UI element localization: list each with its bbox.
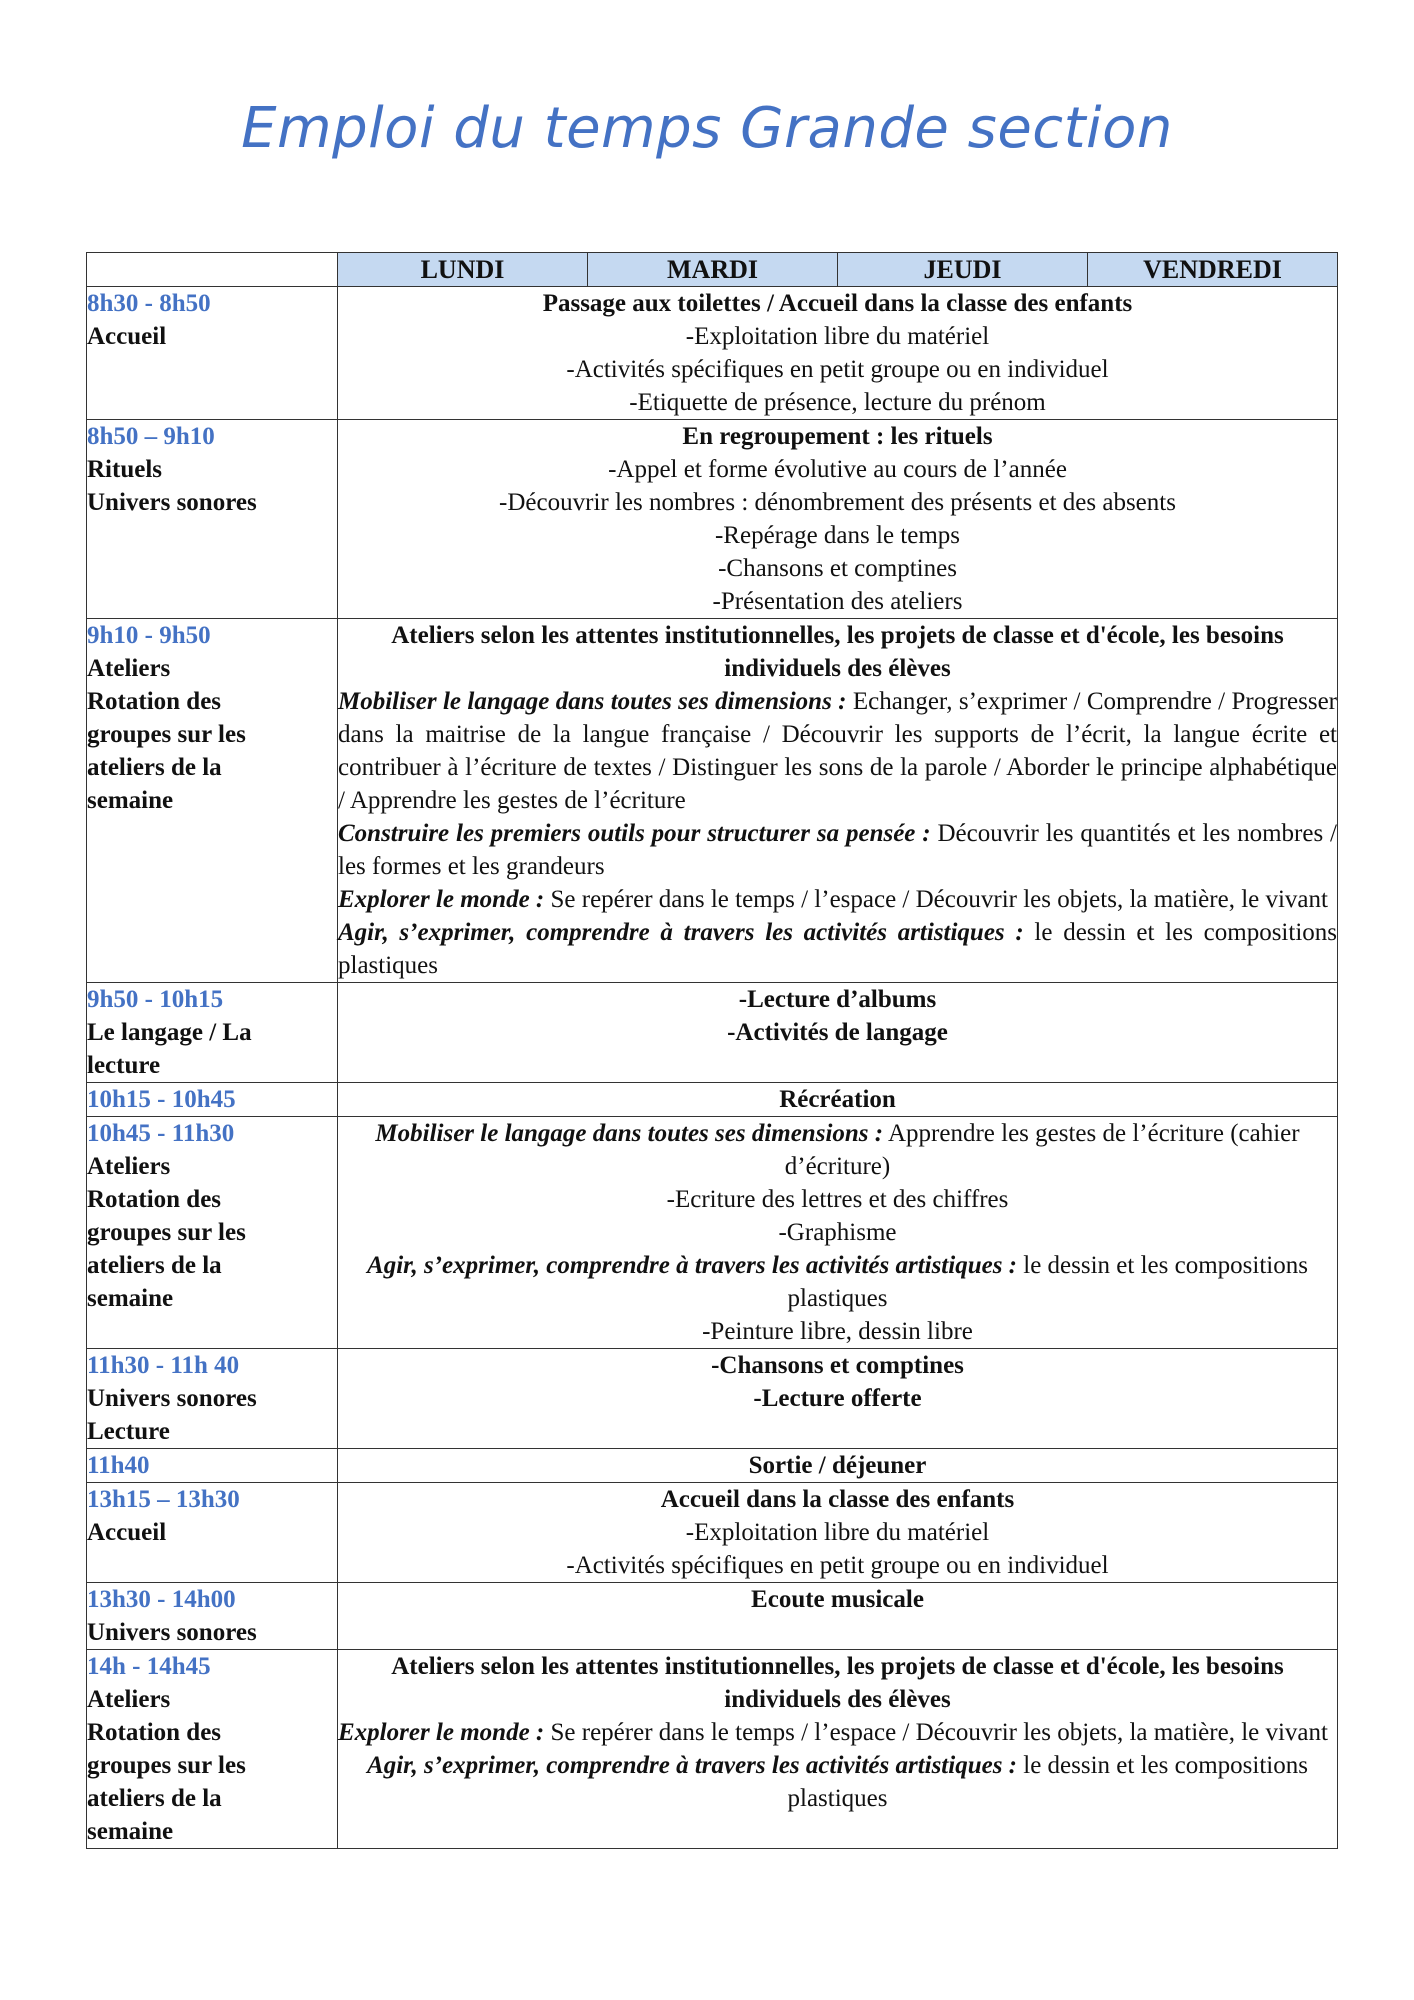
activity-heading: Ecoute musicale: [751, 1586, 924, 1613]
activity-line: -Repérage dans le temps: [714, 522, 961, 549]
day-header-lundi: LUNDI: [338, 253, 588, 287]
slot-label: Rotation des: [87, 1186, 222, 1213]
activity-line: -Etiquette de présence, lecture du prénom: [629, 389, 1046, 416]
domain-title: Agir, s’exprimer, comprendre à travers les activités artistiques :: [367, 1252, 1018, 1279]
domain-title: Agir, s’exprimer, comprendre à travers les activités artistiques :: [338, 919, 1024, 946]
time-slot: 13h30 - 14h00: [87, 1586, 236, 1613]
time-cell: [87, 619, 338, 983]
table-row: [87, 1483, 1338, 1583]
time-cell: [87, 420, 338, 619]
activity-cell: [338, 983, 1338, 1083]
activity-line: -Exploitation libre du matériel: [685, 323, 990, 350]
slot-label: Univers sonores: [87, 1619, 257, 1646]
slot-label: semaine: [87, 787, 174, 814]
activity-cell: [338, 1117, 1338, 1349]
table-row: [87, 1349, 1338, 1449]
activity-cell: [338, 420, 1338, 619]
table-row: [87, 619, 1338, 983]
activity-heading: Récréation: [779, 1086, 896, 1113]
domain-text: le dessin et les compositions plastiques: [338, 919, 1337, 979]
time-slot: 14h - 14h45: [87, 1653, 211, 1680]
activity-line: -Activités spécifiques en petit groupe ou en individuel: [566, 1552, 1109, 1579]
slot-label: semaine: [87, 1818, 174, 1845]
time-slot: 9h10 - 9h50: [87, 622, 211, 649]
domain-paragraph: [338, 685, 1337, 817]
table-row: [87, 1650, 1338, 1849]
activity-line: -Exploitation libre du matériel: [685, 1519, 990, 1546]
domain-paragraph: [338, 1716, 1337, 1749]
header-corner-cell: [87, 253, 338, 287]
activity-cell: [338, 1083, 1338, 1117]
table-row: [87, 983, 1338, 1083]
activity-heading: Ateliers selon les attentes institutionnelles, les projets de classe et d'école, les besoins individuels des élèves: [391, 1653, 1284, 1713]
slot-label: Ateliers: [87, 655, 171, 682]
slot-label: groupes sur les: [87, 1219, 246, 1246]
activity-cell: [338, 1650, 1338, 1849]
table-row: [87, 287, 1338, 420]
time-slot: 8h50 – 9h10: [87, 423, 215, 450]
slot-label: semaine: [87, 1285, 174, 1312]
time-cell: [87, 1483, 338, 1583]
domain-title: Explorer le monde :: [338, 1719, 545, 1746]
activity-heading: -Chansons et comptines: [711, 1352, 964, 1379]
time-cell: [87, 1650, 338, 1849]
time-cell: [87, 983, 338, 1083]
page-title: Emploi du temps Grande section: [241, 96, 1173, 161]
activity-cell: [338, 1483, 1338, 1583]
activity-line: -Activités spécifiques en petit groupe ou en individuel: [566, 356, 1109, 383]
activity-heading: Ateliers selon les attentes institutionnelles, les projets de classe et d'école, les besoins individuels des élèves: [391, 622, 1284, 682]
day-header-jeudi: JEUDI: [838, 253, 1088, 287]
slot-label: Ateliers: [87, 1686, 171, 1713]
time-slot: 10h15 - 10h45: [87, 1086, 236, 1113]
activity-line: -Découvrir les nombres : dénombrement des présents et des absents: [499, 489, 1176, 516]
time-cell: [87, 1583, 338, 1650]
activity-heading: -Lecture d’albums: [738, 986, 937, 1013]
slot-label: Rituels: [87, 456, 162, 483]
activity-cell: [338, 1449, 1338, 1483]
time-slot: 9h50 - 10h15: [87, 986, 224, 1013]
slot-label: ateliers de la: [87, 1785, 222, 1812]
activity-line: -Appel et forme évolutive au cours de l’année: [608, 456, 1067, 483]
activity-heading: En regroupement : les rituels: [682, 423, 993, 450]
time-cell: [87, 287, 338, 420]
activity-heading: Passage aux toilettes / Accueil dans la classe des enfants: [542, 290, 1133, 317]
slot-label: Accueil: [87, 323, 167, 350]
time-slot: 8h30 - 8h50: [87, 290, 211, 317]
table-row: [87, 1117, 1338, 1349]
activity-heading: -Lecture offerte: [753, 1385, 922, 1412]
activity-line: -Peinture libre, dessin libre: [702, 1318, 973, 1345]
domain-paragraph: [338, 1117, 1337, 1183]
activity-cell: [338, 1583, 1338, 1650]
domain-paragraph: [338, 883, 1337, 916]
time-slot: 11h30 - 11h 40: [87, 1352, 240, 1379]
activity-heading: Accueil dans la classe des enfants: [660, 1486, 1015, 1513]
domain-paragraph: [338, 916, 1337, 982]
domain-paragraph: [338, 817, 1337, 883]
domain-title: Explorer le monde :: [338, 886, 545, 913]
activity-heading: -Activités de langage: [727, 1019, 948, 1046]
time-slot: 13h15 – 13h30: [87, 1486, 240, 1513]
activity-cell: [338, 287, 1338, 420]
table-row: [87, 1083, 1338, 1117]
table-row: [87, 420, 1338, 619]
domain-text: Echanger, s’exprimer / Comprendre / Progresser dans la maitrise de la langue française / Découvrir les supports de l’écrit, la langue écrite et contribuer à l’écriture de textes / Distinguer les sons de la parole / Aborder le principe alphabétique / Apprendre les gestes de l’écriture: [338, 688, 1337, 814]
domain-text: le dessin et les compositions plastiques: [787, 1252, 1308, 1312]
schedule-table: [86, 252, 1338, 1849]
domain-title: Construire les premiers outils pour structurer sa pensée :: [338, 820, 931, 847]
slot-label: groupes sur les: [87, 721, 246, 748]
activity-line: -Chansons et comptines: [718, 555, 957, 582]
activity-cell: [338, 619, 1338, 983]
day-header-mardi: MARDI: [588, 253, 838, 287]
slot-label: Le langage / La: [87, 1019, 252, 1046]
time-cell: [87, 1349, 338, 1449]
slot-label: Rotation des: [87, 688, 222, 715]
activity-line: -Présentation des ateliers: [712, 588, 963, 615]
activity-heading: Sortie / déjeuner: [748, 1452, 927, 1479]
domain-paragraph: [338, 1749, 1337, 1815]
domain-text: Se repérer dans le temps / l’espace / Découvrir les objets, la matière, le vivant: [544, 1719, 1328, 1746]
slot-label: ateliers de la: [87, 754, 222, 781]
day-header-row: [87, 253, 1338, 287]
domain-title: Mobiliser le langage dans toutes ses dimensions :: [375, 1120, 884, 1147]
activity-line: -Ecriture des lettres et des chiffres: [666, 1186, 1009, 1213]
time-cell: [87, 1083, 338, 1117]
time-cell: [87, 1449, 338, 1483]
activity-cell: [338, 1349, 1338, 1449]
table-row: [87, 1449, 1338, 1483]
slot-label: groupes sur les: [87, 1752, 246, 1779]
slot-label: Ateliers: [87, 1153, 171, 1180]
domain-title: Mobiliser le langage dans toutes ses dimensions :: [338, 688, 847, 715]
domain-text: Se repérer dans le temps / l’espace / Découvrir les objets, la matière, le vivant: [544, 886, 1328, 913]
slot-label: Accueil: [87, 1519, 167, 1546]
time-slot: 10h45 - 11h30: [87, 1120, 235, 1147]
slot-label: lecture: [87, 1052, 161, 1079]
activity-line: -Graphisme: [778, 1219, 897, 1246]
slot-label: Rotation des: [87, 1719, 222, 1746]
domain-text: Apprendre les gestes de l’écriture (cahier d’écriture): [784, 1120, 1300, 1180]
day-header-vendredi: VENDREDI: [1088, 253, 1338, 287]
slot-label: Univers sonores: [87, 1385, 257, 1412]
time-cell: [87, 1117, 338, 1349]
slot-label: Lecture: [87, 1418, 170, 1445]
domain-text: le dessin et les compositions plastiques: [787, 1752, 1308, 1812]
domain-title: Agir, s’exprimer, comprendre à travers les activités artistiques :: [367, 1752, 1018, 1779]
domain-paragraph: [338, 1249, 1337, 1315]
table-row: [87, 1583, 1338, 1650]
domain-text: Découvrir les quantités et les nombres / les formes et les grandeurs: [338, 820, 1337, 880]
time-slot: 11h40: [87, 1452, 150, 1479]
slot-label: ateliers de la: [87, 1252, 222, 1279]
slot-label: Univers sonores: [87, 489, 257, 516]
